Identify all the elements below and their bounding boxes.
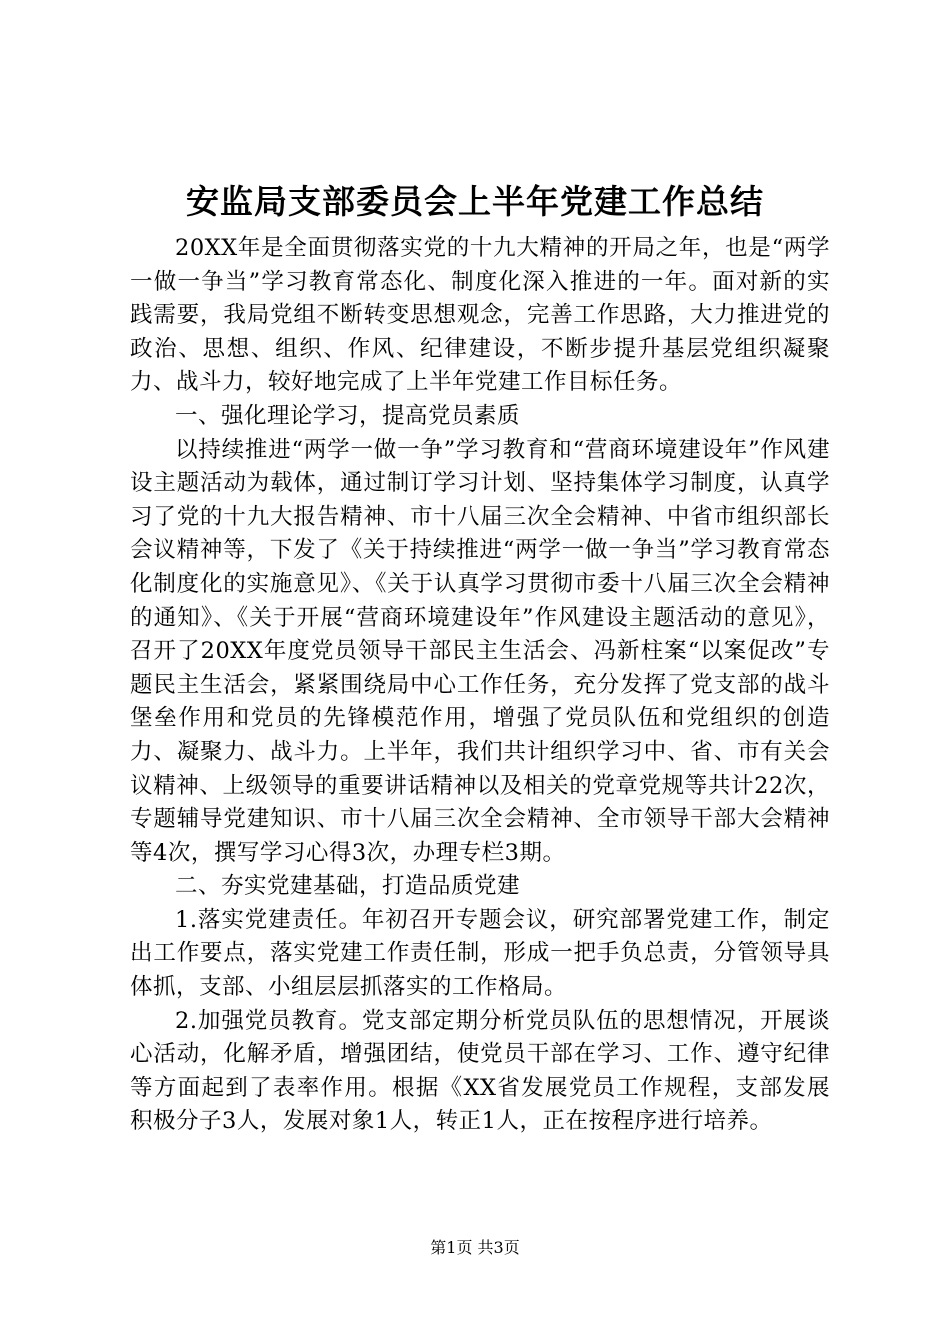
document-title: 安监局支部委员会上半年党建工作总结 [186, 182, 764, 221]
section-heading-2: 二、夯实党建基础，打造品质党建 [175, 873, 521, 900]
section-2-item-2: 2.加强党员教育。党支部定期分析党员队伍的思想情况，开展谈心活动，化解矛盾，增强团结，使党员干部在学习、工作、遵守纪律等方面起到了表率作用。根据《XX省发展党员工作规程，支部发展积极分子3人，发展对象1人，转正1人，正在按程序进行培养。 [130, 1007, 830, 1135]
section-heading-1: 一、强化理论学习，提高党员素质 [175, 402, 521, 429]
document-body [130, 232, 830, 1139]
section-2-item-1: 1.落实党建责任。年初召开专题会议，研究部署党建工作，制定出工作要点，落实党建工作责任制，形成一把手负总责，分管领导具体抓，支部、小组层层抓落实的工作格局。 [130, 906, 830, 1001]
section-1-paragraph: 以持续推进“两学一做一争”学习教育和“营商环境建设年”作风建设主题活动为载体，通过制订学习计划、坚持集体学习制度，认真学习了党的十九大报告精神、市十八届三次全会精神、中省市组织部长会议精神等，下发了《关于持续推进“两学一做一争当”学习教育常态化制度化的实施意见》、《关于认真学习贯彻市委十八届三次全会精神的通知》、《关于开展“营商环境建设年”作风建设主题活动的意见》，召开了20XX年度党员领导干部民主生活会、冯新柱案“以案促改”专题民主生活会，紧紧围绕局中心工作任务，充分发挥了党支部的战斗堡垒作用和党员的先锋模范作用，增强了党员队伍和党组织的创造力、凝聚力、战斗力。上半年，我们共计组织学习中、省、市有关会议精神、上级领导的重要讲话精神以及相关的党章党规等共计22次，专题辅导党建知识、市十八届三次全会精神、全市领导干部大会精神等4次，撰写学习心得3次，办理专栏3期。 [130, 436, 830, 866]
intro-paragraph: 20XX年是全面贯彻落实党的十九大精神的开局之年，也是“两学一做一争当”学习教育常态化、制度化深入推进的一年。面对新的实践需要，我局党组不断转变思想观念，完善工作思路，大力推进党的政治、思想、组织、作风、纪律建设，不断步提升基层党组织凝聚力、战斗力，较好地完成了上半年党建工作目标任务。 [130, 235, 830, 396]
page-footer: 第1页 共3页 [430, 1238, 520, 1257]
